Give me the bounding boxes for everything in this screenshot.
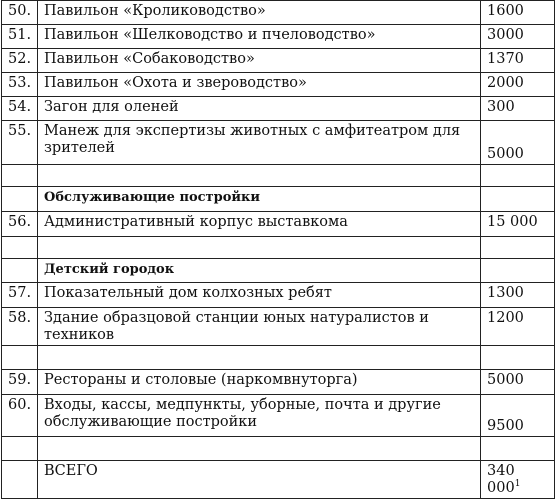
row-value: 15 000: [481, 212, 555, 237]
total-label: ВСЕГО: [38, 461, 481, 499]
row-value: 1200: [481, 308, 555, 346]
construction-cost-table: [1, 0, 555, 499]
row-name: Здание образцовой станции юных натуралистов и техников: [38, 308, 481, 346]
row-number: 52.: [2, 49, 38, 73]
table-row: [2, 1, 555, 25]
row-value: 300: [481, 97, 555, 121]
table-row: [2, 73, 555, 97]
row-value: 9500: [481, 395, 555, 437]
table-row: [2, 49, 555, 73]
total-row: [2, 461, 555, 499]
spacer-row: [2, 165, 555, 187]
row-name: Манеж для экспертизы животных с амфитеатром для зрителей: [38, 121, 481, 165]
row-value: 1600: [481, 1, 555, 25]
section-row: [2, 259, 555, 283]
table-row: [2, 370, 555, 395]
table-row: [2, 121, 555, 165]
row-number: 60.: [2, 395, 38, 437]
row-number: 53.: [2, 73, 38, 97]
row-value: 2000: [481, 73, 555, 97]
row-number: 58.: [2, 308, 38, 346]
table-row: [2, 308, 555, 346]
section-heading: Детский городок: [38, 259, 481, 283]
row-value: 5000: [481, 121, 555, 165]
table-row: [2, 97, 555, 121]
table-row: [2, 395, 555, 437]
spacer-row: [2, 346, 555, 370]
row-number: 54.: [2, 97, 38, 121]
spacer-row: [2, 237, 555, 259]
row-number: 56.: [2, 212, 38, 237]
row-name: Павильон «Шелководство и пчеловодство»: [38, 25, 481, 49]
row-number: [2, 461, 38, 499]
row-name: Павильон «Охота и звероводство»: [38, 73, 481, 97]
footnote-marker: 1: [514, 479, 521, 490]
table-row: [2, 25, 555, 49]
row-name: Павильон «Кролиководство»: [38, 1, 481, 25]
row-number: 59.: [2, 370, 38, 395]
row-value: 5000: [481, 370, 555, 395]
row-name: Показательный дом колхозных ребят: [38, 283, 481, 308]
row-number: 50.: [2, 1, 38, 25]
row-number: 57.: [2, 283, 38, 308]
row-name: Административный корпус выставкома: [38, 212, 481, 237]
table-row: [2, 212, 555, 237]
table-row: [2, 283, 555, 308]
section-heading: Обслуживающие постройки: [38, 187, 481, 212]
row-number: 55.: [2, 121, 38, 165]
row-value: 3000: [481, 25, 555, 49]
row-value: 1370: [481, 49, 555, 73]
section-row: [2, 187, 555, 212]
total-amount: 340 000: [487, 463, 515, 496]
row-number: 51.: [2, 25, 38, 49]
row-name: Загон для оленей: [38, 97, 481, 121]
spacer-row: [2, 437, 555, 461]
row-name: Павильон «Собаководство»: [38, 49, 481, 73]
row-value: 1300: [481, 283, 555, 308]
row-name: Входы, кассы, медпункты, уборные, почта и другие обслуживающие постройки: [38, 395, 481, 437]
row-name: Рестораны и столовые (наркомвнуторга): [38, 370, 481, 395]
total-value: [481, 461, 555, 499]
